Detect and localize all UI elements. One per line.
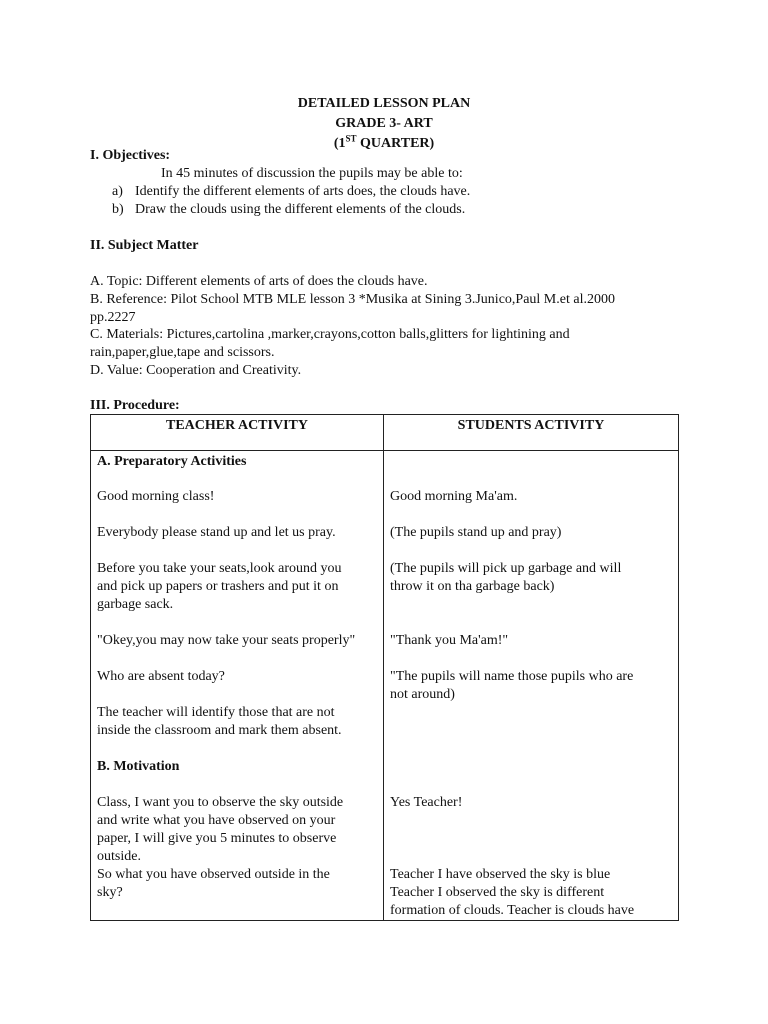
teacher-line: garbage sack.	[97, 597, 174, 612]
subject-matter-heading: II. Subject Matter	[90, 238, 199, 253]
student-line: Good morning Ma'am.	[390, 489, 518, 504]
teacher-line: paper, I will give you 5 minutes to observe	[97, 831, 337, 846]
teacher-line: and pick up papers or trashers and put it on	[97, 579, 339, 594]
materials-line-1: C. Materials: Pictures,cartolina ,marker,crayons,cotton balls,glitters for lightining and	[90, 327, 570, 342]
teacher-line: The teacher will identify those that are not	[97, 705, 335, 720]
student-line: (The pupils stand up and pray)	[390, 525, 562, 540]
quarter-superscript: ST	[345, 133, 357, 144]
objective-a-text: Identify the different elements of arts does, the clouds have.	[135, 184, 471, 199]
title-block	[0, 94, 768, 154]
teacher-activity-header: TEACHER ACTIVITY	[91, 415, 384, 451]
teacher-activity-cell	[91, 451, 384, 921]
student-line: Teacher I observed the sky is different	[390, 885, 605, 900]
student-line: formation of clouds. Teacher is clouds have	[390, 903, 635, 918]
teacher-line: Good morning class!	[97, 489, 215, 504]
objectives-heading: I. Objectives:	[90, 148, 171, 163]
teacher-line: inside the classroom and mark them absent.	[97, 723, 342, 738]
student-line: not around)	[390, 687, 455, 702]
teacher-line: "Okey,you may now take your seats properly"	[97, 633, 356, 648]
quarter-close: QUARTER)	[356, 136, 435, 151]
section-b-heading: B. Motivation	[97, 759, 180, 774]
students-activity-header: STUDENTS ACTIVITY	[384, 415, 679, 451]
quarter-open: (1	[333, 136, 346, 151]
objective-b-text: Draw the clouds using the different elements of the clouds.	[135, 202, 466, 217]
teacher-line: So what you have observed outside in the	[97, 867, 330, 882]
table-row	[91, 451, 679, 921]
student-line: Teacher I have observed the sky is blue	[390, 867, 611, 882]
reference-line-1: B. Reference: Pilot School MTB MLE lesson 3 *Musika at Sining 3.Junico,Paul M.et al.2000	[90, 292, 615, 307]
teacher-line: Who are absent today?	[97, 669, 225, 684]
grade-subject: GRADE 3- ART	[335, 116, 433, 131]
procedure-table	[90, 414, 679, 921]
document-title: DETAILED LESSON PLAN	[297, 96, 471, 111]
teacher-line: and write what you have observed on your	[97, 813, 336, 828]
section-a-heading: A. Preparatory Activities	[97, 454, 247, 469]
teacher-line: Before you take your seats,look around you	[97, 561, 342, 576]
teacher-line: outside.	[97, 849, 141, 864]
student-line: (The pupils will pick up garbage and will	[390, 561, 622, 576]
value-line: D. Value: Cooperation and Creativity.	[90, 363, 302, 378]
teacher-line: Everybody please stand up and let us pray.	[97, 525, 336, 540]
student-line: throw it on tha garbage back)	[390, 579, 555, 594]
student-line: Yes Teacher!	[390, 795, 463, 810]
procedure-heading: III. Procedure:	[90, 398, 180, 413]
topic-line: A. Topic: Different elements of arts of does the clouds have.	[90, 274, 428, 289]
student-line: "The pupils will name those pupils who are	[390, 669, 634, 684]
table-header-row	[91, 415, 679, 451]
teacher-line: Class, I want you to observe the sky outside	[97, 795, 344, 810]
objective-a-marker: a)	[112, 184, 123, 199]
reference-line-2: pp.2227	[90, 310, 136, 325]
materials-line-2: rain,paper,glue,tape and scissors.	[90, 345, 275, 360]
objectives-intro: In 45 minutes of discussion the pupils may be able to:	[161, 166, 463, 181]
objective-b-marker: b)	[112, 202, 124, 217]
students-activity-cell	[384, 451, 679, 921]
student-line: "Thank you Ma'am!"	[390, 633, 509, 648]
teacher-line: sky?	[97, 885, 123, 900]
